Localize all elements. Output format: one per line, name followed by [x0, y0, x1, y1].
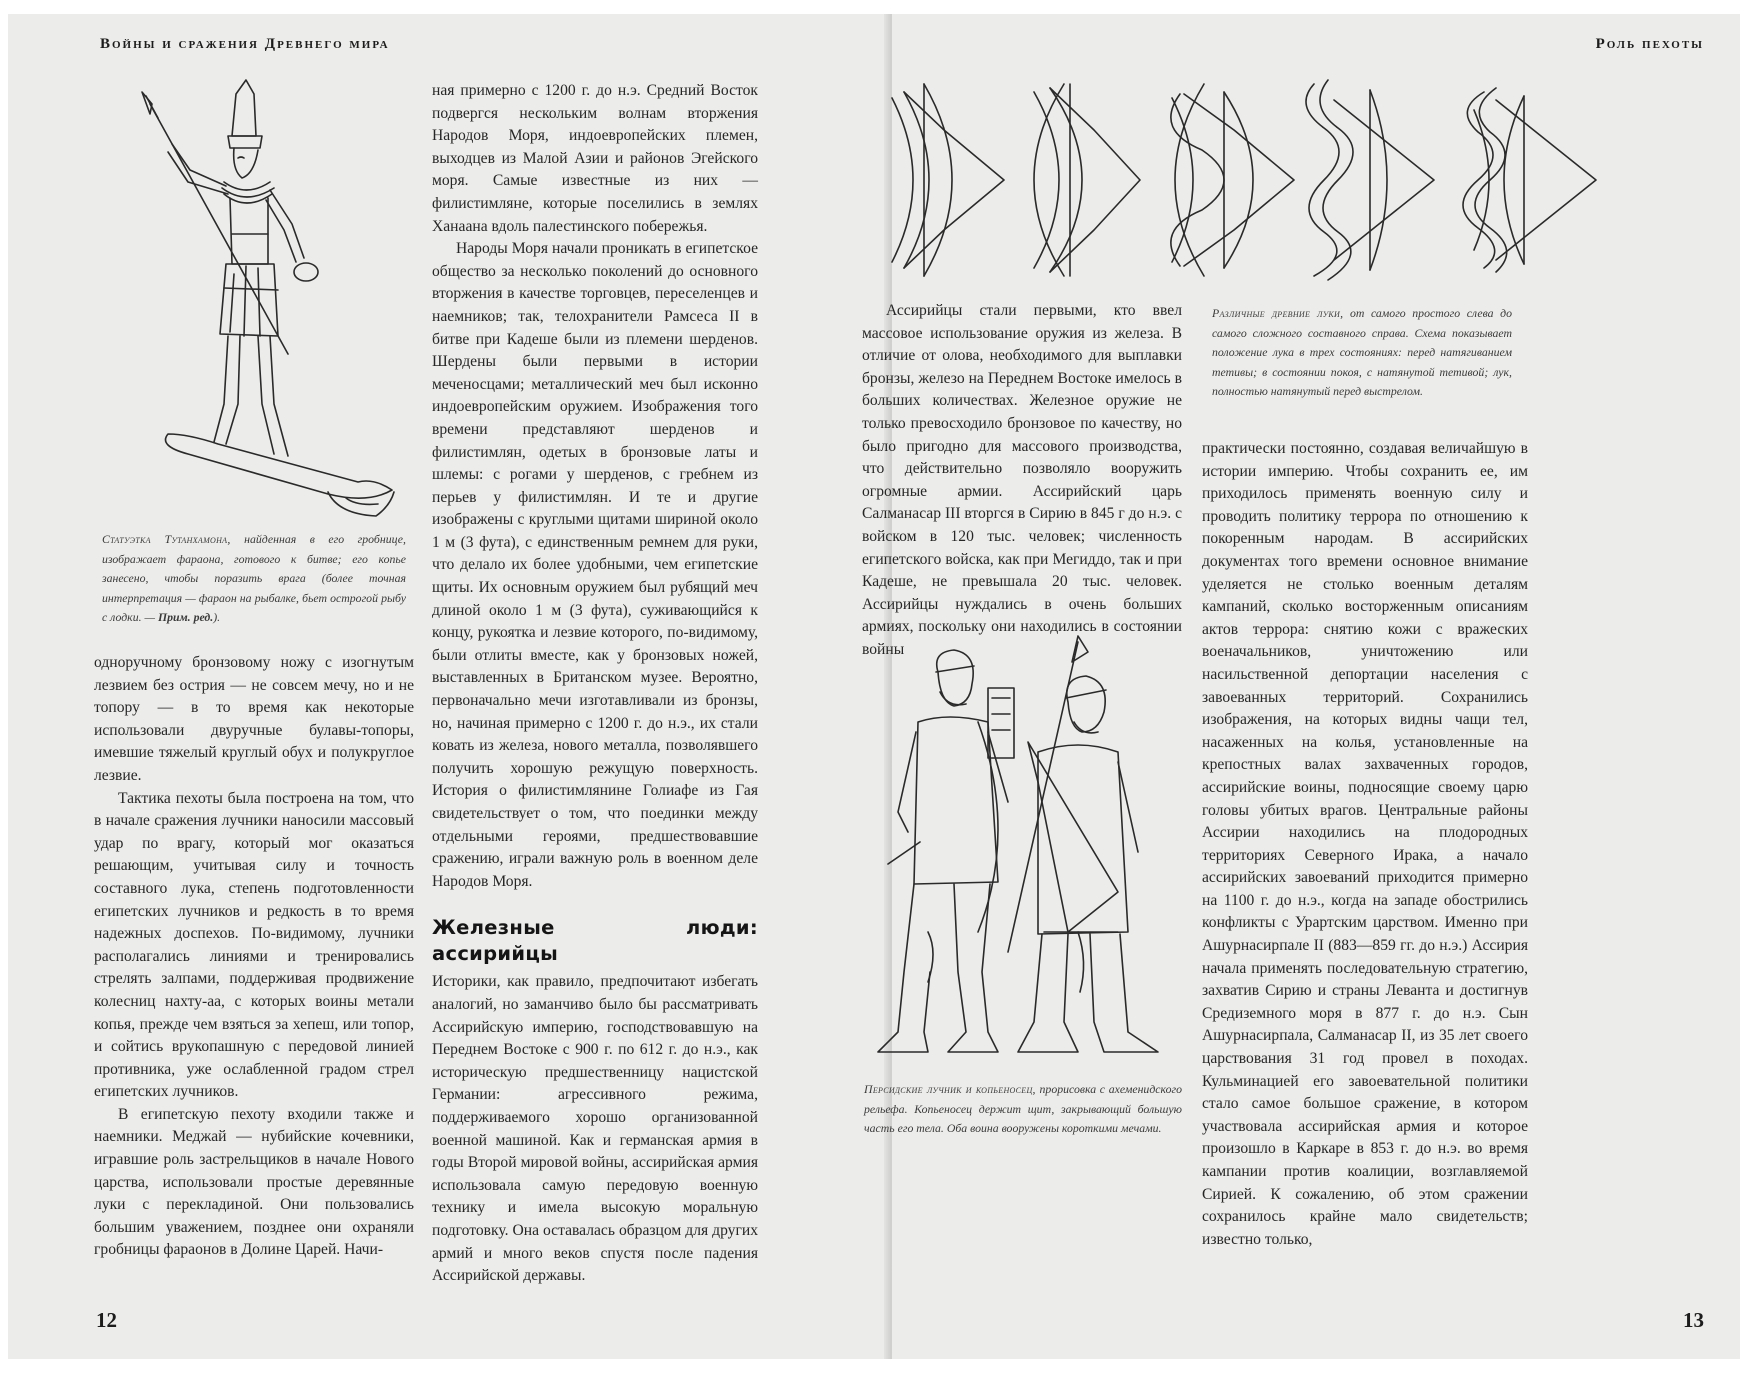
paragraph: Народы Моря начали проникать в египетское общество за несколько поколений до основного вторжения в качестве торговцев, переселенцев и наемников; так, телохранители Рамсеса II в битве при Кадеше были из племени шерденов. Шердены были первыми в истории меченосцами; металлический меч был исконно индоевропейским оружием. Изображения того времени представляют шерденов и филистимлян, одетых в бронзовые латы и шлемы: с рогами у шерденов, с гребнем из перьев у филистимлян. И те и другие изображены с круглыми щитами шириной около 1 м (3 фута), с единственным ремнем для руки, что делало их более удобными, чем египетские щиты. Их основным оружием был рубящий меч длиной около 1 м (3 фута), суживающийся к концу, рукоятка и лезвие которого, по-видимому, были отлиты вместе, как у бронзовых ножей, выставленных в Британском музее. Вероятно, первоначально мечи изготавливали из бронзы, но, начиная примерно с 1200 г. до н.э., их стали ковать из железа, нового металла, позволявшего получить хорошую режущую поверхность. История о филистимлянине Голиафе из Гая свидетельствует о том, что поединки между отдельными героями, предшествовавшие сражению, играли важную роль в военном деле Народов Моря.: [432, 240, 758, 890]
tutankhamun-caption: Статуэтка Тутанхамона, найденная в его гробнице, изображает фараона, готового к битве; его копье занесено, чтобы поразить врага (более точная интерпретация — фараон на рыбалке, бьет острогой рыбу с лодки. — Прим. ред.).: [102, 532, 406, 624]
right-page-column-1: [862, 300, 1182, 662]
paragraph: Историки, как правило, предпочитают избегать аналогий, но заманчиво было бы рассматривать Ассирийскую империю, господствовавшую на Переднем Востоке с 900 г. по 612 г. до н.э., как историческую предшественницу нацистской Германии: агрессивного режима, поддерживаемого хорошо организованной военной машиной. Как и германская армия в годы Второй мировой войны, ассирийская армия использовала самую передовую военную технику и имела высокую моральную подготовку. Она оставалась образцом для других армий и много веков спустя после падения Ассирийской державы.: [432, 973, 758, 1285]
paragraph: практически постоянно, создавая величайшую в истории империю. Чтобы сохранить ее, им приходилось применять военную силу и проводить политику террора по отношению к покоренным народам. В ассирийских документах того времени основное внимание уделяется не столько военным деталям кампаний, сколько восторженным описаниям актов террора: снятию кожи с вражеских военачальников, уничтожению или насильственной депортации населения с завоеванных территорий. Сохранились изображения, на которых видны чащи тел, насаженных на колья, установленные на крепостных валах захваченных городов, ассирийские воины, подносящие своему царю головы убитых врагов. Центральные районы Ассирии находились на плодородных территориях Северного Ирака, а начало ассирийских завоеваний приходится примерно на 1100 г. до н.э., когда на западе обострились конфликты с Урартским царством. Именно при Ашурнасирпале II (883—859 гг. до н.э.) Ассирия начала применять последовательную стратегию, захватив Сирию и страны Леванта и достигнув Средиземного моря в 877 г. до н.э. Сын Ашурнасирпала, Салманасар II, из 35 лет своего царствования 31 год провел в походах. Кульминацией его завоевательной политики стало самое большое сражение, в котором участвовала ассирийская армия и которое произошло в Каркаре в 853 г. до н.э. во время кампании против коалиции, возглавляемой Сирией. К сожалению, об этом сражении сохранилось крайне мало свидетельств; известно только,: [1202, 440, 1528, 1248]
paragraph: В египетскую пехоту входили также и наемники. Меджай — нубийские кочевники, игравшие роль застрельщиков в начале Нового царства, использовали простые деревянные луки с перекладиной. Они пользовались большим уважением, позднее они охраняли гробницы фараонов в Долине Царей. Начи-: [94, 1105, 414, 1259]
section-heading: Железные люди: ассирийцы: [432, 916, 758, 966]
left-page: [8, 14, 890, 1359]
ancient-bows-diagram: [884, 70, 1624, 290]
left-running-head: Войны и сражения Древнего мира: [100, 36, 390, 52]
tutankhamun-statuette-illustration: [128, 74, 428, 534]
paragraph: Ассирийцы стали первыми, кто ввел массовое использование оружия из железа. В отличие от олова, необходимого для выплавки бронзы, железо на Переднем Востоке имелось в больших количествах. Железное оружие не только превосходило бронзовое по качеству, но было пригодно для массового производства, что действительно позволяло вооружить огромные армии. Ассирийский царь Салманасар III вторгся в Сирию в 845 г до н.э. с войском в 120 тыс. человек; численность египетского войска, как при Мегиддо, так и при Кадеше, не превышала 20 тыс. человек. Ассирийцы нуждались в очень больших армиях, поскольку они находились в состоянии войны: [862, 302, 1182, 658]
right-page-column-2: [1202, 438, 1528, 1251]
left-page-number: 12: [96, 1308, 117, 1332]
left-page-column-1: [94, 652, 414, 1262]
paragraph: одноручному бронзовому ножу с изогнутым лезвием без острия — не совсем мечу, но и не топору — в то время как некоторые использовали двуручные булавы-топоры, имевшие тяжелый круглый обух и полукруглое лезвие.: [94, 654, 414, 784]
paragraph: Тактика пехоты была построена на том, что в начале сражения лучники наносили массовый удар по врагу, который мог оказаться решающим, учитывая силу и точность составного лука, степень подготовленности египетских лучников и редкость в то время надежных доспехов. По-видимому, лучники располагались линиями и тренировались стрелять залпами, поддерживая продвижение колесниц нахту-аа, с которых воины метали копья, прежде чем взяться за хепеш, или топор, и сойтись врукопашную с передовой линией противника, уже ослабленной градом стрел египетских лучников.: [94, 789, 414, 1101]
right-page: [862, 14, 1740, 1359]
persian-archer-spearman-illustration: [858, 632, 1180, 1072]
persian-warriors-caption: Персидские лучник и копьеносец, прорисовка с ахеменидского рельефа. Копьеносец держит щит, закрывающий большую часть его тела. Оба воина вооружены короткими мечами.: [864, 1082, 1183, 1135]
right-page-number: 13: [1683, 1308, 1704, 1332]
left-page-column-2: [432, 80, 758, 1288]
right-running-head: Роль пехоты: [1595, 36, 1704, 52]
paragraph: ная примерно с 1200 г. до н.э. Средний Восток подвергся нескольким волнам вторжения Народов Моря, индоевропейских племен, выходцев из Малой Азии и районов Эгейского моря. Самые известные из них — филистимляне, которые поселились в землях Ханаана вдоль палестинского побережья.: [432, 82, 758, 235]
bows-caption: Различные древние луки, от самого простого слева до самого сложного составного справа. Схема показывает положение лука в трех состояниях: перед натягиванием тетивы; в состоянии покоя, с натянутой тетивой; лук, полностью натянутый перед выстрелом.: [1212, 306, 1512, 398]
